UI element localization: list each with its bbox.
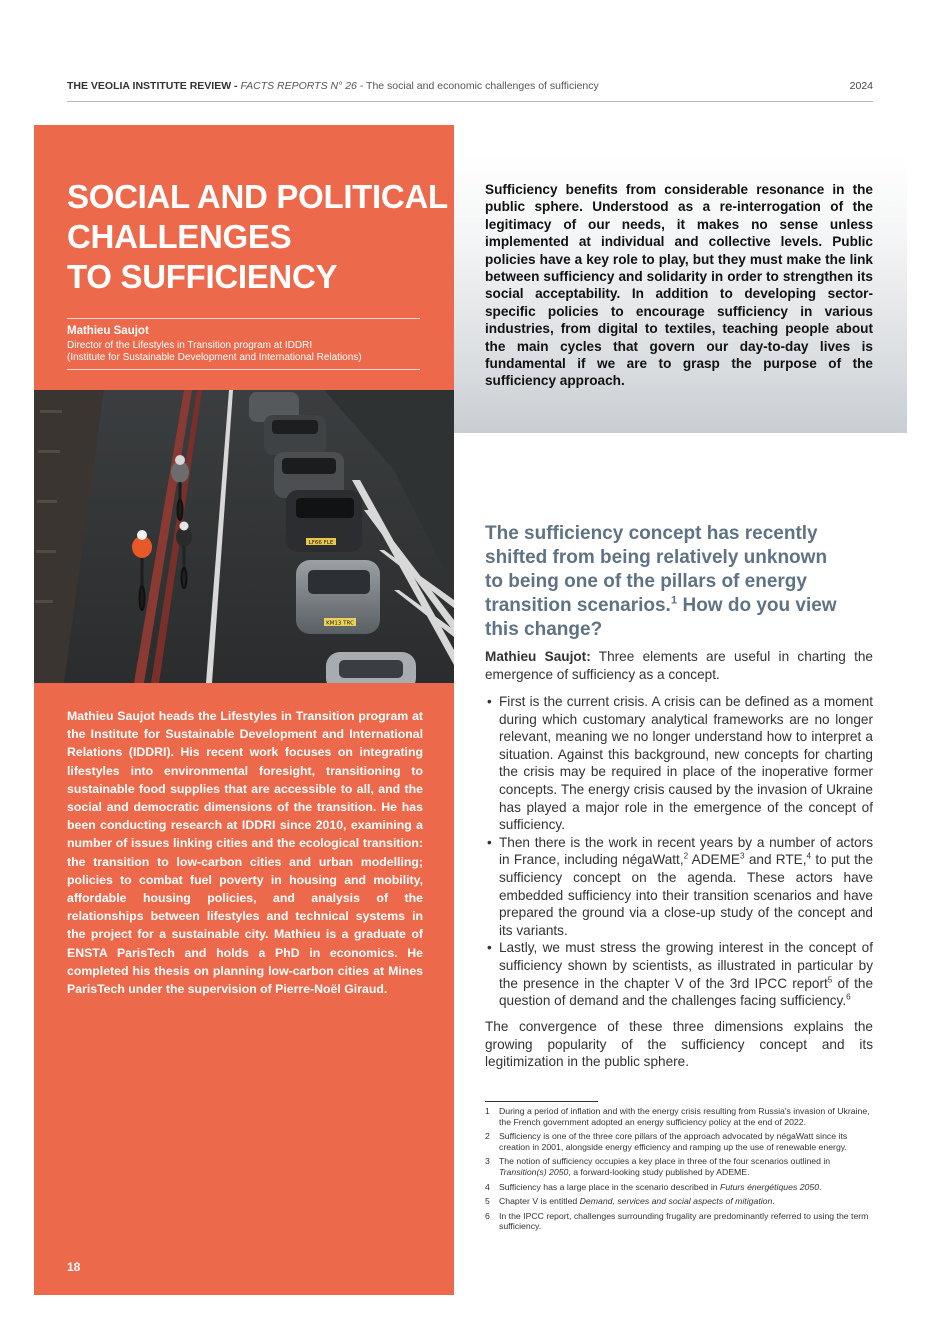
question-line: this change? <box>485 619 603 640</box>
header-text <box>67 80 599 92</box>
footnote: 4 Sufficiency has a large place in the scenario described in Futurs énergétiques 2050. <box>485 1181 822 1192</box>
header-divider <box>67 101 873 102</box>
cyclists-traffic-illustration <box>34 390 454 683</box>
lead-paragraph: Sufficiency benefits from considerable resonance in the public sphere. Understood as a re-interrogation of the legitimacy of our needs, it makes no sense unless implemented at individual and collective levels. Public policies have a key role to play, but they must make the link between sufficiency and solidarity in order to strengthen its social acceptability. In addition to developing sector-specific policies to encourage sufficiency in various industries, from digital to textiles, teaching people about the main cycles that govern our day-to-day lives is fundamental if we are to grasp the purpose of the sufficiency approach. <box>485 182 873 389</box>
footnote: 1 During a period of inflation and with the energy crisis resulting from Russia's invasion of Ukraine, the French government adopted an energy sufficiency policy at the end of 2022. <box>485 1106 870 1127</box>
intro-text: Three elements are useful in charting the emergence of sufficiency as a concept. <box>485 649 873 682</box>
author-bio: Mathieu Saujot heads the Lifestyles in Transition program at the Institute for Sustainable Development and International Relations (IDDRI). His recent work focuses on integrating lifestyles into environmental foresight, transitioning to sustainable food supplies that are accessible to all, and the social and democratic dimensions of the transition. He has been conducting research at IDDRI since 2010, examining a number of issues linking cities and the ecological transition: the transition to low-carbon cities and urban modelling; policies to combat fuel poverty in housing and mobility, affordable housing policies, and analysis of the relationships between lifestyles and technical systems in the project for a sustainable city. Mathieu is a graduate of ENSTA ParisTech and holds a PhD in economics. He completed his thesis on planning low-carbon cities at Mines ParisTech under the supervision of Pierre-Noël Giraud. <box>67 709 423 997</box>
publication-name: THE VEOLIA INSTITUTE REVIEW - <box>67 80 238 92</box>
footnote-divider <box>485 1101 598 1102</box>
footnote: 3 The notion of sufficiency occupies a key place in three of the four scenarios outlined in Transition(s) 2050, a forward-looking study published by ADEME. <box>485 1156 831 1177</box>
footnote-ref: 6 <box>846 992 851 1002</box>
author-divider-top <box>67 318 420 319</box>
footnote: 5 Chapter V is entitled Demand, services and social aspects of mitigation. <box>485 1196 775 1207</box>
question-line: transition scenarios.$^1$ How do you view <box>485 594 837 616</box>
article-title <box>67 177 452 297</box>
street-photo <box>34 390 454 683</box>
title-line: CHALLENGES <box>67 218 292 255</box>
footnote: 2 Sufficiency is one of the three core pillars of the approach advocated by négaWatt since its creation in 2001, alongside energy efficiency and ramping up the use of renewable energy. <box>485 1131 848 1152</box>
author-divider-bottom <box>67 369 420 370</box>
footnote-ref: 4 <box>806 851 812 861</box>
footnotes <box>485 1106 875 1236</box>
answer-intro <box>485 648 873 683</box>
header-year: 2024 <box>849 80 873 92</box>
bullet-item: • Then there is the work in recent years by a number of actors in France, including négaWatt,$^2$ ADEME$^3$ and RTE,$^4$ to put the sufficiency concept on the agenda. These actors have embedded sufficiency into their transition scenarios and have prepared the ground via a close-up study of the concept and its variants. <box>485 834 873 940</box>
license-plate: KM13 TRC <box>326 620 354 627</box>
footnote-ref: 5 <box>827 974 833 984</box>
footnote: 6 In the IPCC report, challenges surrounding frugality are predominantly referred to using the term sufficiency. <box>485 1210 869 1232</box>
author-role-line: (Institute for Sustainable Development and International Relations) <box>67 352 362 363</box>
footnote-ref: 2 <box>683 851 689 861</box>
series-name: FACTS REPORTS N° 26 <box>240 80 357 92</box>
header-subtitle: - The social and economic challenges of sufficiency <box>359 80 599 92</box>
title-line: TO SUFFICIENCY <box>67 258 338 295</box>
question-line: to being one of the pillars of energy <box>485 571 807 592</box>
speaker-name: Mathieu Saujot: <box>485 649 591 664</box>
interview-question <box>485 522 873 642</box>
license-plate: LF66 FLE <box>308 540 334 546</box>
author-role-line: Director of the Lifestyles in Transition program at IDDRI <box>67 340 313 351</box>
page-number: 18 <box>67 1260 81 1274</box>
question-line: The sufficiency concept has recently <box>485 523 818 544</box>
bullet-item: • First is the current crisis. A crisis can be defined as a moment during which customary analytical frameworks are no longer relevant, meaning we no longer understand how to interpret a situation. Against this background, new concepts for charting the crisis may be required in place of the inoperative former concepts. The energy crisis caused by the invasion of Ukraine has played a major role in the emergence of the concept of sufficiency. <box>485 693 873 834</box>
author-role <box>67 340 427 364</box>
question-line: shifted from being relatively unknown <box>485 547 828 568</box>
author-name: Mathieu Saujot <box>67 325 149 337</box>
bullet-item: • Lastly, we must stress the growing interest in the concept of sufficiency shown by scientists, as illustrated in particular by the presence in the chapter V of the 3rd IPCC report$^5$ of the question of demand and the challenges facing sufficiency.$^6$ <box>485 939 873 1009</box>
answer-bullets <box>485 693 873 1010</box>
footnote-ref: 1 <box>670 594 678 607</box>
answer-conclusion: The convergence of these three dimensions explains the growing popularity of the sufficiency concept and its legitimization in the public sphere. <box>485 1019 873 1070</box>
footnote-ref: 3 <box>740 851 745 861</box>
running-header <box>67 80 873 96</box>
title-line: SOCIAL AND POLITICAL <box>67 178 448 215</box>
